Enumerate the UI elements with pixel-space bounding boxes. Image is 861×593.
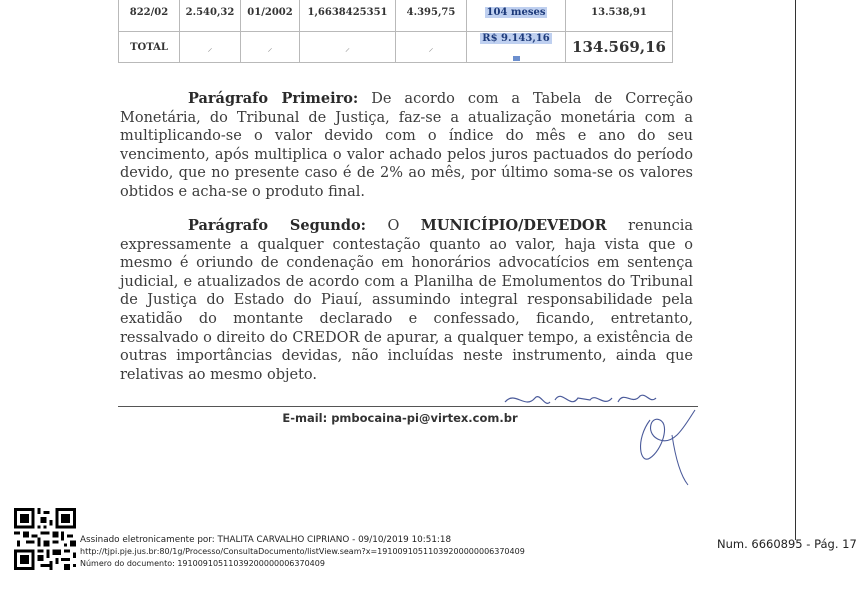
footer-email: E-mail: pmbocaina-pi@virtex.com.br [282,411,518,425]
table-cell: 13.538,91 [566,0,673,32]
table-cell-empty [300,32,396,63]
table-cell: 2.540,32 [180,0,241,32]
page-edge-line [795,0,796,540]
table-cell: 01/2002 [241,0,300,32]
qr-code-icon [14,508,76,570]
handwritten-signature [500,380,730,490]
paragraph-second-bold: MUNICÍPIO/DEVEDOR [420,217,607,234]
table-cell-empty [241,32,300,63]
paragraph-first-heading: Parágrafo Primeiro: [188,90,359,107]
paragraph-second-text: renuncia expressamente a qualquer contestação quanto ao valor, haja vista que o mesmo é oriundo de condenação em honorários advocatícios em sentença judicial, e atualizados de acordo com a Planilha de Emolumentos do Tribunal de Justiça do Estado do Piauí, assumindo integral responsabilidade pela exatidão do montante declarado e confessado, ficando, entretanto, ressalvado o direito do CREDOR de apurar, a qualquer tempo, a existência de outras importâncias devidas, não incluídas neste instrumento, ainda que relativas ao mesmo objeto. [120,218,693,383]
table-cell-highlight [467,0,566,32]
highlight-amount: R$ 9.143,16 [482,33,550,44]
dash-mark-icon: ⸝ [207,43,213,54]
table-cell: 822/02 [119,0,180,32]
total-label: TOTAL [119,32,180,63]
signature-info [80,534,525,570]
page-number: Num. 6660895 - Pág. 17 [717,537,857,551]
table-cell-empty [180,32,241,63]
paragraph-second-pre: O [387,218,400,234]
highlight-mark-icon [513,56,520,61]
signature-url: http://tjpi.pje.jus.br:80/1g/Processo/ConsultaDocumento/listView.seam?x=19100910511039200000006370409 [80,547,525,556]
document-number: Número do documento: 19100910511039200000006370409 [80,559,325,568]
values-table [118,0,673,63]
paragraph-first-text: De acordo com a Tabela de Correção Monetária, do Tribunal de Justiça, faz-se a atualização monetária com a multiplicando-se o valor devido com o índice do mês e ano do seu vencimento, após multiplica o valor achado pelos juros pactuados do período devido, que no presente caso é de 2% ao mês, por último soma-se os valores obtidos e acha-se o produto final. [120,91,693,200]
table-cell: 4.395,75 [396,0,467,32]
dash-mark-icon: ⸝ [345,43,350,54]
paragraph-second [120,217,693,384]
paragraph-first [120,90,693,202]
table-row [119,0,673,32]
signature-line: Assinado eletronicamente por: THALITA CARVALHO CIPRIANO - 09/10/2019 10:51:18 [80,535,452,545]
table-cell-empty [396,32,467,63]
table-cell: 1,6638425351 [300,0,396,32]
total-value-cell [566,32,673,63]
footer-divider [118,406,698,407]
highlight-months: 104 meses [486,6,546,18]
dash-mark-icon: ⸝ [428,43,434,54]
paragraph-second-heading: Parágrafo Segundo: [188,217,366,234]
dash-mark-icon: ⸝ [267,43,273,54]
table-cell-highlight [467,32,566,63]
table-row-total [119,32,673,63]
total-value: 134.569,16 [572,38,666,56]
